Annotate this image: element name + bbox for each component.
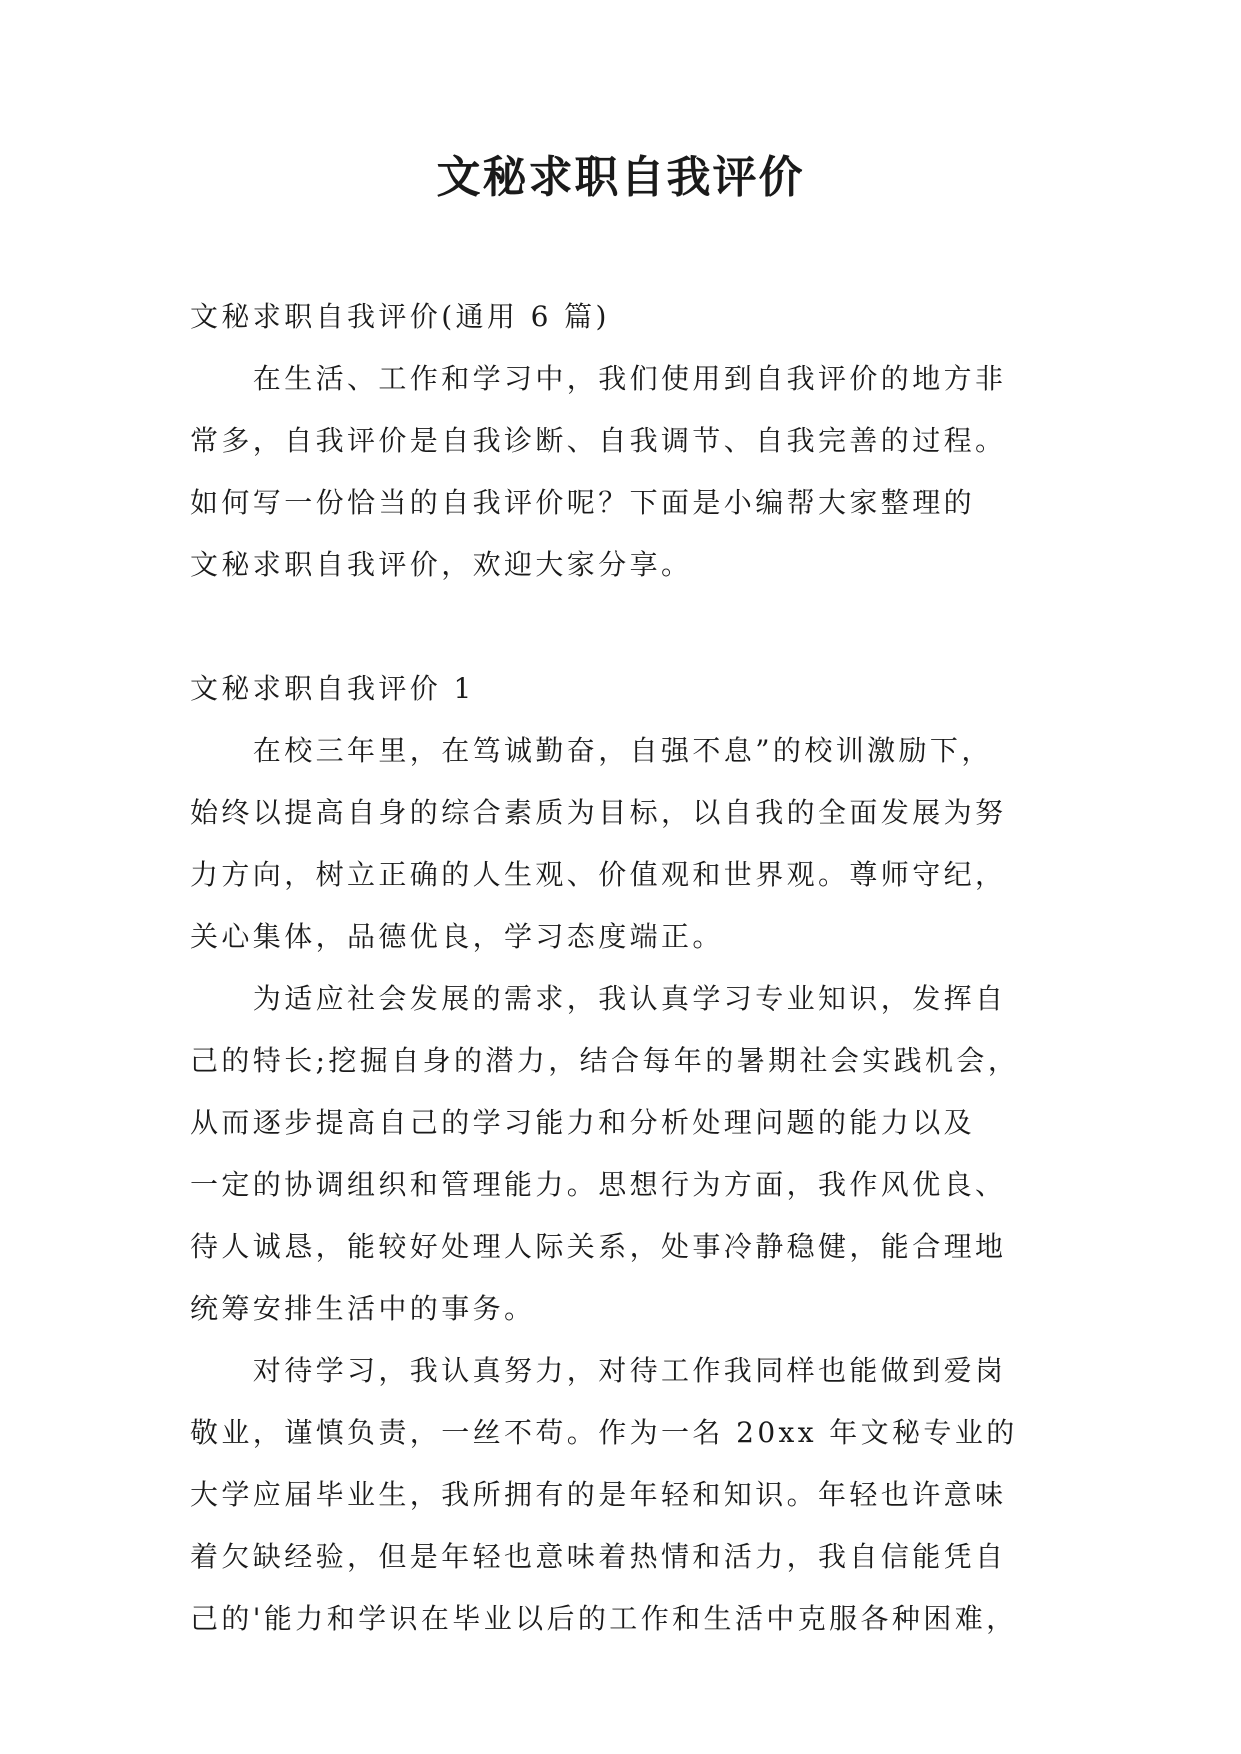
section-paragraph — [190, 968, 1050, 1340]
paragraph-line: 在生活、工作和学习中，我们使用到自我评价的地方非 — [190, 362, 1007, 395]
document-subtitle: 文秘求职自我评价(通用 6 篇) — [190, 300, 610, 333]
paragraph-line: 己的'能力和学识在毕业以后的工作和生活中克服各种困难， — [190, 1602, 1018, 1635]
paragraph-line: 待人诚恳，能较好处理人际关系，处事冷静稳健，能合理地 — [190, 1230, 1007, 1263]
intro-paragraph — [190, 348, 1050, 596]
section-heading: 文秘求职自我评价 1 — [190, 672, 475, 705]
paragraph-line: 从而逐步提高自己的学习能力和分析处理问题的能力以及 — [190, 1106, 976, 1139]
document-body — [190, 286, 1050, 1650]
paragraph-line: 关心集体，品德优良，学习态度端正。 — [190, 920, 724, 953]
paragraph-line: 始终以提高自身的综合素质为目标，以自我的全面发展为努 — [190, 796, 1007, 829]
paragraph-line: 常多，自我评价是自我诊断、自我调节、自我完善的过程。 — [190, 424, 1007, 457]
paragraph-line: 如何写一份恰当的自我评价呢？下面是小编帮大家整理的 — [190, 486, 976, 519]
paragraph-line: 力方向，树立正确的人生观、价值观和世界观。尊师守纪， — [190, 858, 1007, 891]
paragraph-line: 统筹安排生活中的事务。 — [190, 1292, 536, 1325]
paragraph-line: 一定的协调组织和管理能力。思想行为方面，我作风优良、 — [190, 1168, 1007, 1201]
section-paragraph — [190, 720, 1050, 968]
section-paragraph — [190, 1340, 1050, 1650]
paragraph-line: 着欠缺经验，但是年轻也意味着热情和活力，我自信能凭自 — [190, 1540, 1007, 1573]
paragraph-line: 为适应社会发展的需求，我认真学习专业知识，发挥自 — [190, 982, 1007, 1015]
paragraph-line: 在校三年里，在笃诚勤奋，自强不息”的校训激励下， — [190, 734, 993, 767]
paragraph-line: 文秘求职自我评价，欢迎大家分享。 — [190, 548, 693, 581]
paragraph-line: 己的特长;挖掘自身的潜力，结合每年的暑期社会实践机会， — [190, 1044, 1020, 1077]
paragraph-line: 敬业，谨慎负责，一丝不苟。作为一名 20xx 年文秘专业的 — [190, 1416, 1018, 1449]
paragraph-line: 大学应届毕业生，我所拥有的是年轻和知识。年轻也许意味 — [190, 1478, 1007, 1511]
paragraph-line: 对待学习，我认真努力，对待工作我同样也能做到爱岗 — [190, 1354, 1007, 1387]
document-title: 文秘求职自我评价 — [436, 152, 805, 203]
blank-line — [190, 596, 1050, 658]
